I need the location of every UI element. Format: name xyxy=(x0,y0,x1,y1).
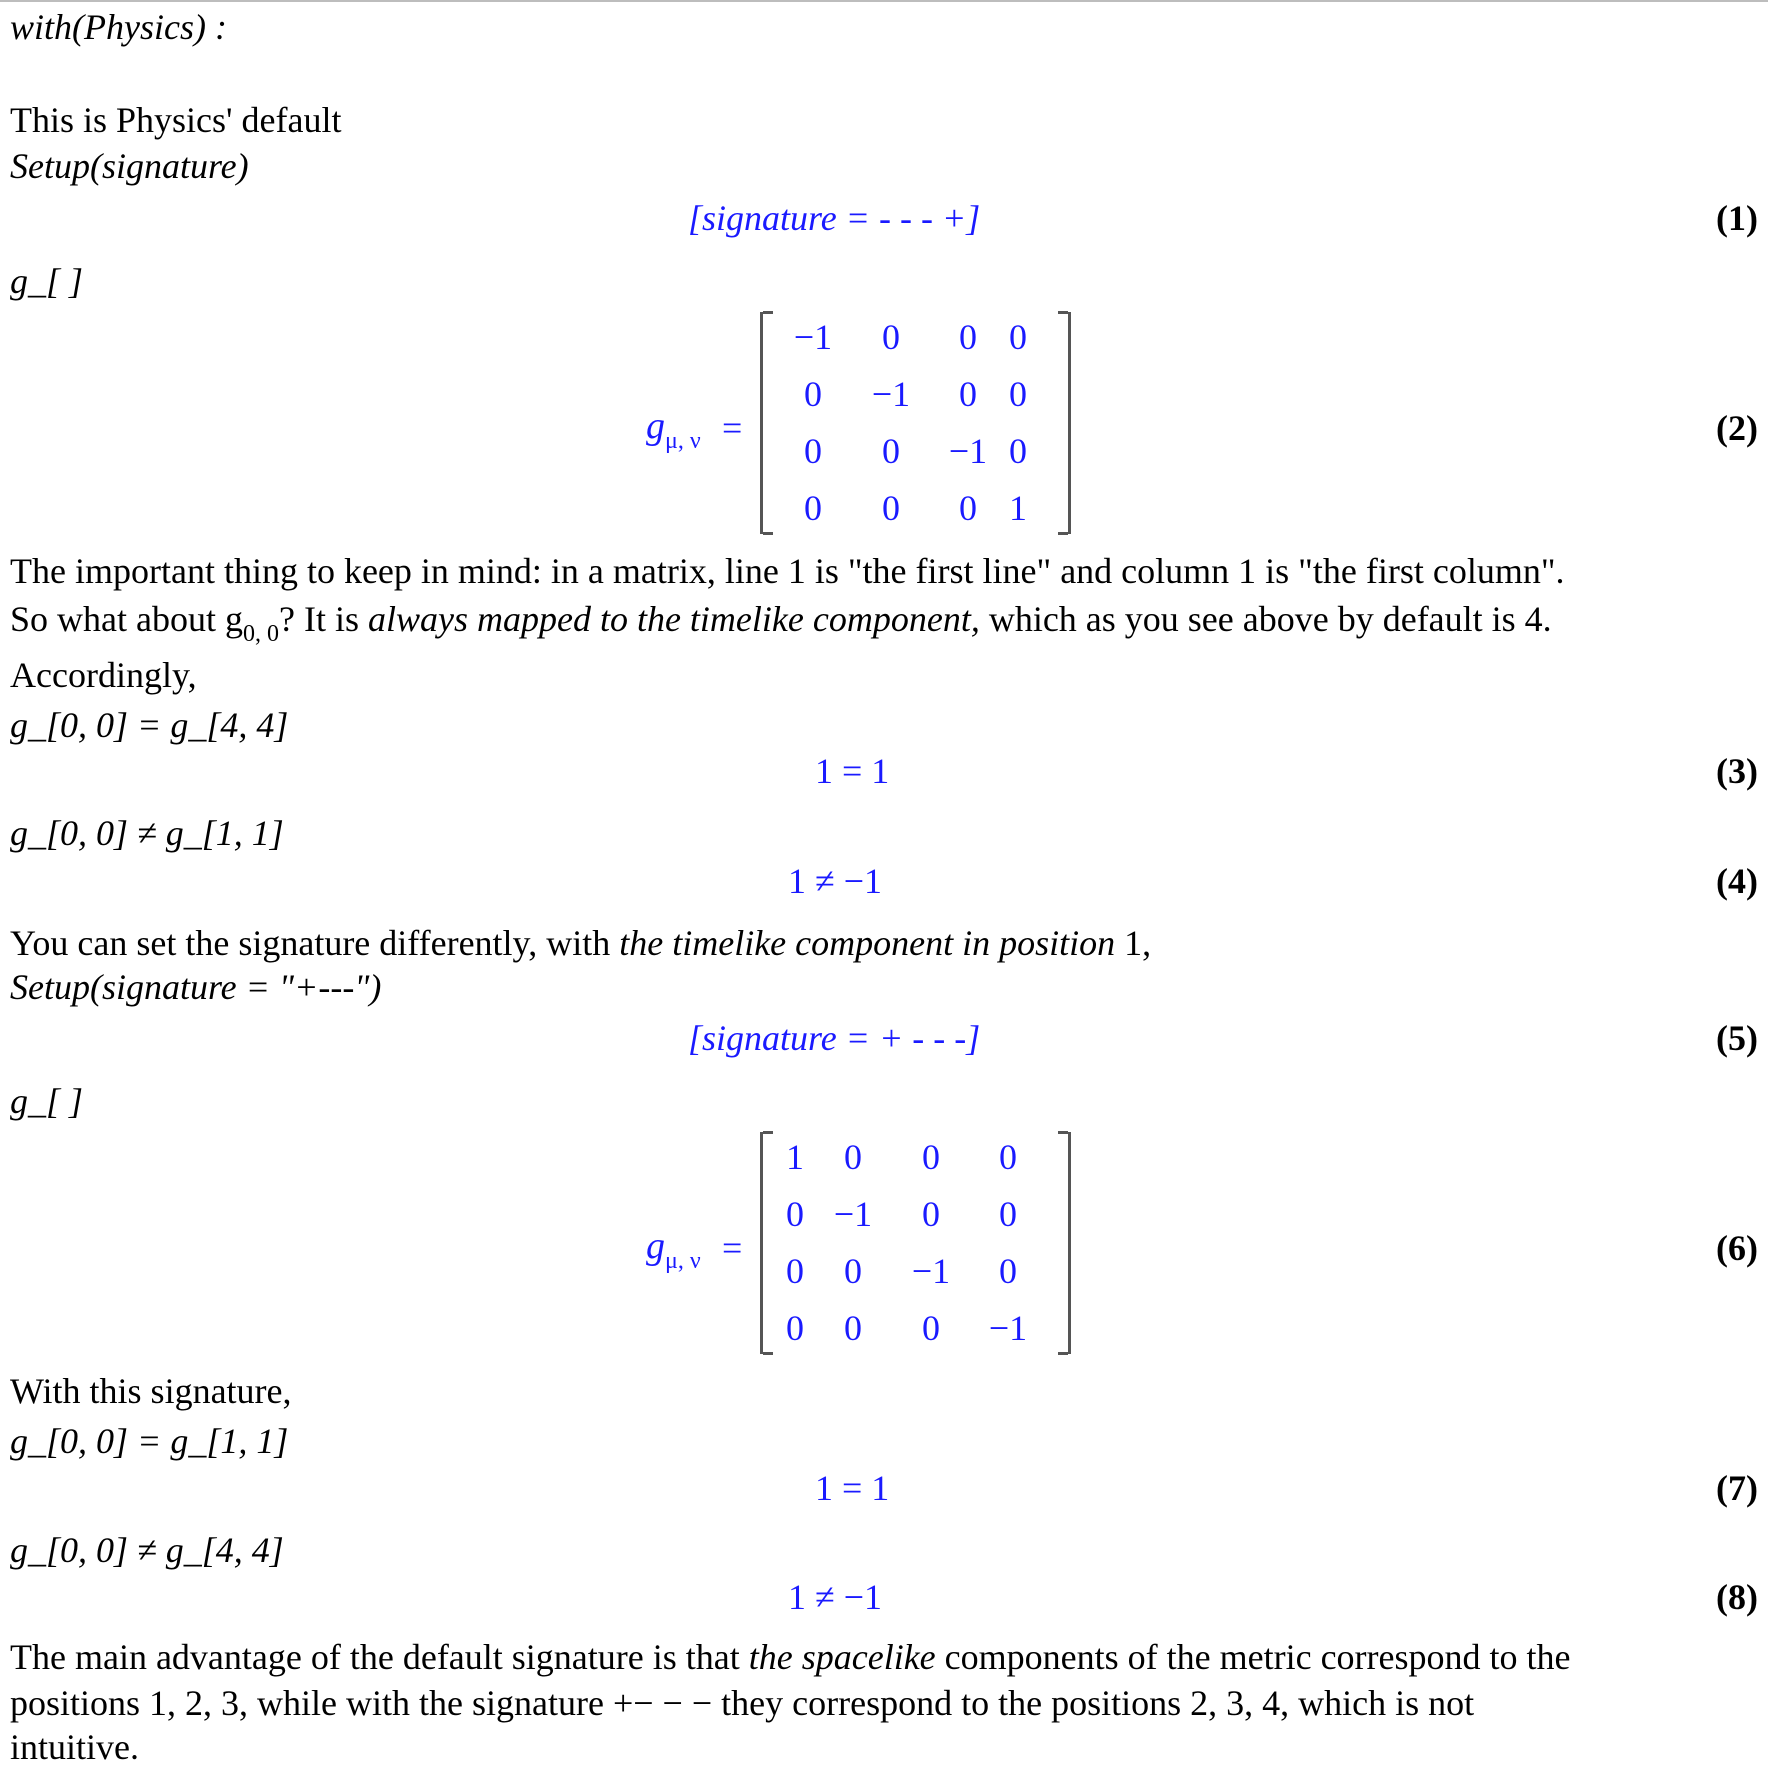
output-signature: [signature = - - - +] xyxy=(688,198,981,238)
matrix-cell: 0 xyxy=(804,431,822,471)
input-text: Setup(signature = "+---") xyxy=(10,967,382,1007)
text-main-advantage: The main advantage of the default signature is that the spacelike components of the metric correspond to the xyxy=(10,1637,1571,1677)
output-8 xyxy=(10,1576,1758,1622)
input-text: g_[0, 0] ≠ g_[4, 4] xyxy=(10,1530,284,1570)
matrix-cell: 0 xyxy=(844,1308,862,1348)
equation-label-4: (4) xyxy=(1716,861,1758,901)
output-3 xyxy=(10,750,1758,796)
matrix-cell: 0 xyxy=(922,1194,940,1234)
input-text: g_[ ] xyxy=(10,1081,84,1121)
matrix-cell: −1 xyxy=(833,1194,873,1234)
matrix-cell: −1 xyxy=(793,317,833,357)
metric-label: $g_{\mu, \nu}$ xyxy=(646,1225,701,1274)
output-5 xyxy=(10,1017,1758,1063)
output-value: 1 ≠ −1 xyxy=(788,861,883,901)
input-g00-ne-g11[interactable] xyxy=(10,812,1758,854)
matrix-cell: 0 xyxy=(1009,317,1027,357)
input-setup-signature[interactable] xyxy=(10,145,1758,187)
output-signature: [signature = + - - -] xyxy=(688,1018,981,1058)
matrix-cell: 0 xyxy=(959,374,977,414)
matrix-cell: 0 xyxy=(1009,374,1027,414)
input-text: g_[0, 0] = g_[4, 4] xyxy=(10,705,289,745)
output-7 xyxy=(10,1467,1758,1513)
matrix-cell: 0 xyxy=(999,1194,1017,1234)
matrix-cell: −1 xyxy=(988,1308,1028,1348)
equation-label-2: (2) xyxy=(1716,408,1758,448)
metric-label: $g_{\mu, \nu}$ xyxy=(646,405,701,454)
equation-label-6: (6) xyxy=(1716,1228,1758,1268)
text-set-signature: You can set the signature differently, with the timelike component in position 1, xyxy=(10,923,1152,963)
matrix-cell: 0 xyxy=(1009,431,1027,471)
text-so-what: So what about $g_{0, 0}$? It is always mapped to the timelike component, which as you see above by default is 4. xyxy=(10,599,1552,647)
output-value: 1 = 1 xyxy=(815,1468,890,1508)
matrix-plus-signature xyxy=(760,1132,1071,1354)
input-g00-eq-g44[interactable] xyxy=(10,704,1758,746)
text-default: This is Physics' default xyxy=(10,100,342,140)
text-with-this: With this signature, xyxy=(10,1371,292,1411)
text-accordingly: Accordingly, xyxy=(10,655,197,695)
output-value: 1 = 1 xyxy=(815,751,890,791)
input-g-2[interactable] xyxy=(10,1080,1758,1122)
matrix-cell: 0 xyxy=(922,1308,940,1348)
matrix-cell: −1 xyxy=(911,1251,951,1291)
matrix-cell: 0 xyxy=(804,488,822,528)
equals-sign: = xyxy=(722,408,743,448)
input-setup-signature-plus[interactable] xyxy=(10,966,1758,1008)
matrix-cell: 0 xyxy=(922,1137,940,1177)
output-4 xyxy=(10,860,1758,906)
equation-label-3: (3) xyxy=(1716,751,1758,791)
output-6 xyxy=(10,1132,1758,1357)
matrix-default xyxy=(760,312,1071,534)
matrix-cell: 0 xyxy=(999,1251,1017,1291)
output-2 xyxy=(10,312,1758,537)
input-g00-eq-g11[interactable] xyxy=(10,1420,1758,1462)
matrix-cell: 0 xyxy=(786,1194,804,1234)
input-text: g_[ ] xyxy=(10,261,84,301)
matrix-cell: 0 xyxy=(959,317,977,357)
output-value: 1 ≠ −1 xyxy=(788,1577,883,1617)
equation-label-1: (1) xyxy=(1716,198,1758,238)
input-text: Setup(signature) xyxy=(10,146,249,186)
equation-label-8: (8) xyxy=(1716,1577,1758,1617)
output-1 xyxy=(10,197,1758,243)
matrix-cell: 0 xyxy=(959,488,977,528)
equals-sign: = xyxy=(722,1228,743,1268)
input-with-physics[interactable] xyxy=(10,6,1758,48)
matrix-cell: −1 xyxy=(948,431,988,471)
matrix-cell: 0 xyxy=(804,374,822,414)
matrix-cell: 0 xyxy=(844,1251,862,1291)
input-text: with(Physics) : xyxy=(10,7,227,47)
matrix-cell: 1 xyxy=(786,1137,804,1177)
equation-label-7: (7) xyxy=(1716,1468,1758,1508)
matrix-cell: 0 xyxy=(786,1251,804,1291)
equation-label-5: (5) xyxy=(1716,1018,1758,1058)
text-important: The important thing to keep in mind: in a matrix, line 1 is "the first line" and column 1 is "the first column". xyxy=(10,551,1565,591)
input-text: g_[0, 0] ≠ g_[1, 1] xyxy=(10,813,284,853)
matrix-cell: 1 xyxy=(1009,488,1027,528)
top-border xyxy=(0,0,1768,2)
matrix-cell: −1 xyxy=(871,374,911,414)
input-text: g_[0, 0] = g_[1, 1] xyxy=(10,1421,289,1461)
matrix-cell: 0 xyxy=(882,317,900,357)
input-g00-ne-g44[interactable] xyxy=(10,1529,1758,1571)
matrix-cell: 0 xyxy=(844,1137,862,1177)
matrix-cell: 0 xyxy=(999,1137,1017,1177)
matrix-cell: 0 xyxy=(882,488,900,528)
matrix-cell: 0 xyxy=(786,1308,804,1348)
text-positions: positions 1, 2, 3, while with the signature +− − − they correspond to the positions 2, 3, 4, which is not xyxy=(10,1683,1475,1723)
input-g[interactable] xyxy=(10,260,1758,302)
text-intuitive: intuitive. xyxy=(10,1727,139,1767)
matrix-cell: 0 xyxy=(882,431,900,471)
